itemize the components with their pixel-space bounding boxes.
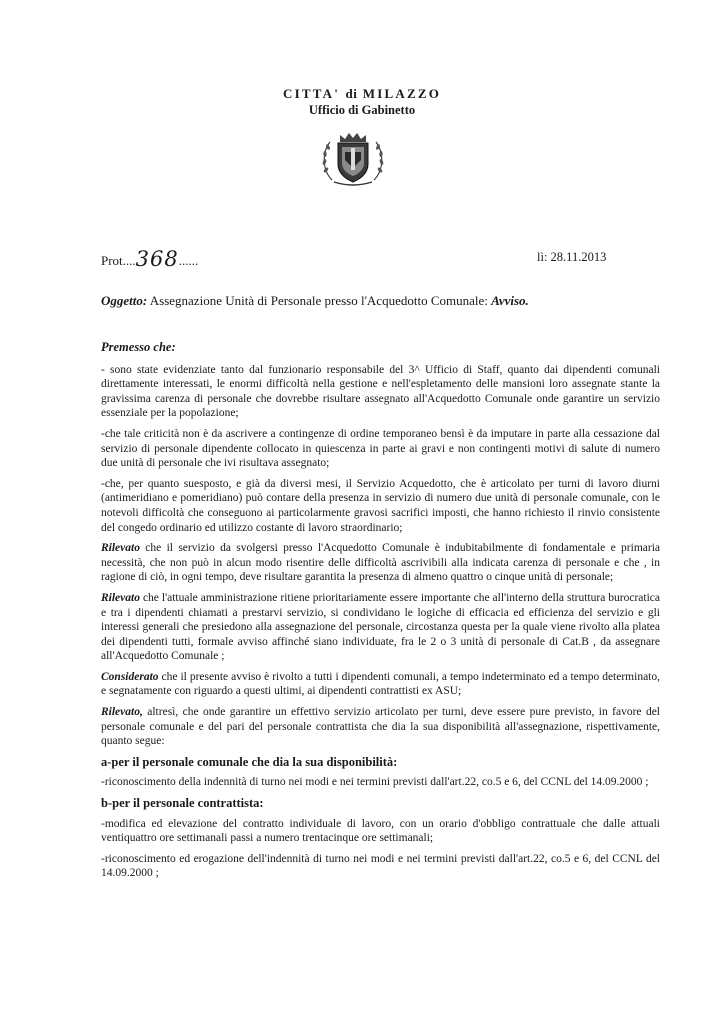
paragraph-2: -che tale criticità non è da ascrivere a contingenze di ordine temporaneo bensì è da imputare in parte alla cessazione dal servizio di personale dipendente collocato in quiescenza in parte ai gravi e non contingenti motivi di salute di numero due unità di personale che ivi risultava assegnato; [101,427,660,470]
protocol-label: Prot.... [101,253,136,268]
paragraph-5-lead: Rilevato [101,591,140,604]
document-date: lì: 28.11.2013 [537,250,607,264]
section-a-item-1: -riconoscimento della indennità di turno nei modi e nei termini previsti dall'art.22, co.5 e 6, del CCNL del 14.09.2000 ; [101,776,649,789]
subject-label: Oggetto: [101,293,148,308]
premesso-heading: Premesso che: [101,340,176,354]
paragraph-3: -che, per quanto suesposto, e già da diversi mesi, il Servizio Acquedotto, che è articolato per turni di lavoro diurni (antimeridiano e pomeridiano) può contare della presenza in servizio di numero due unità di personale comunale, con le notevoli difficoltà che conseguono ai particolarmente gravosi sacrifici imposti, che hanno richiesto il rinvio consistente del congedo ordinario ed utilizzo costante di lavoro straordinario; [101,477,660,534]
paragraph-7-lead: Rilevato, [101,706,143,719]
coat-of-arms-icon [318,130,388,188]
subject-line [101,293,661,309]
paragraph-7-text: altresì, che onde garantire un effettivo servizio articolato per turni, deve essere pure previsto, in favore del personale comunale e del pari del personale contrattista che dia la sua disponibilità all'assegnazione, rispettivamente, quanto segue: [101,706,660,748]
paragraph-6 [101,670,660,699]
section-b-item-1: -modifica ed elevazione del contratto individuale di lavoro, con un orario d'obbligo contrattuale che dalle attuali ventiquattro ore settimanali passi a numero trentacinque ore settimanali; [101,817,660,845]
letterhead [0,86,724,118]
city-di: di [345,86,358,101]
document-body [101,340,660,887]
paragraph-6-text: che il presente avviso è rivolto a tutti i dipendenti comunali, a tempo indeterminato ed a tempo determinato, e segnatamente con riguardo a questi ultimi, ai dipendenti contrattisti ex ASU; [101,670,660,698]
paragraph-6-lead: Considerato [101,670,159,683]
subject-text: Assegnazione Unità di Personale presso l'Acquedotto Comunale: [149,293,488,308]
subject-emphasis: Avviso. [491,293,529,308]
paragraph-4-lead: Rilevato [101,542,140,555]
section-b-heading: b-per il personale contrattista: [101,796,264,811]
city-name [0,86,724,102]
paragraph-5 [101,591,660,664]
paragraph-1: - sono state evidenziate tanto dal funzionario responsabile del 3^ Ufficio di Staff, quanto dai dipendenti comunali direttamente interessati, le enormi difficoltà nella gestione e nell'espletamento delle mansioni loro assegnate stante la gravissima carenza di personale che dovrebbe risultare assegnato all'Acquedotto Comunale onde garantire un servizio essenziale per la popolazione; [101,363,660,420]
paragraph-4-text: che il servizio da svolgersi presso l'Acquedotto Comunale è indubitabilmente di fondamentale e primaria necessità, che non può in alcun modo risentire delle difficoltà ascrivibili alla indicata carenza di personale e che , in ragione di ciò, in ogni tempo, deve risultare garantita la presenza di almeno quattro o cinque unità di personale; [101,542,660,584]
office-name: Ufficio di Gabinetto [308,103,416,117]
city-word: CITTA' [282,86,341,101]
protocol-number [101,246,198,270]
section-a-heading: a-per il personale comunale che dia la sua disponibilità: [101,754,398,769]
paragraph-4 [101,541,660,585]
paragraph-7 [101,705,660,749]
city-proper-name: MILAZZO [362,86,442,101]
section-b-item-2: -riconoscimento ed erogazione dell'indennità di turno nei modi e nei termini previsti dall'art.22, co.5 e 6, del CCNL del 14.09.2000 ; [101,852,660,880]
protocol-handwritten-number: 368 [135,247,179,271]
protocol-trail: ...... [178,253,199,268]
paragraph-5-text: che l'attuale amministrazione ritiene prioritariamente essere importante che all'interno della struttura burocratica e tra i dipendenti chiamati a prestarvi servizio, si condividano le logiche di efficacia ed efficienza del servizio e gli interessi generali che presiedono alla assegnazione del personale, circostanza questa per la quale viene rivolto alla platea dei dipendenti tutti, formale avviso affinché siano individuate, fra le 2 o 3 unità di personale di Cat.B , da assegnare all'Acquedotto Comunale ; [101,591,660,663]
